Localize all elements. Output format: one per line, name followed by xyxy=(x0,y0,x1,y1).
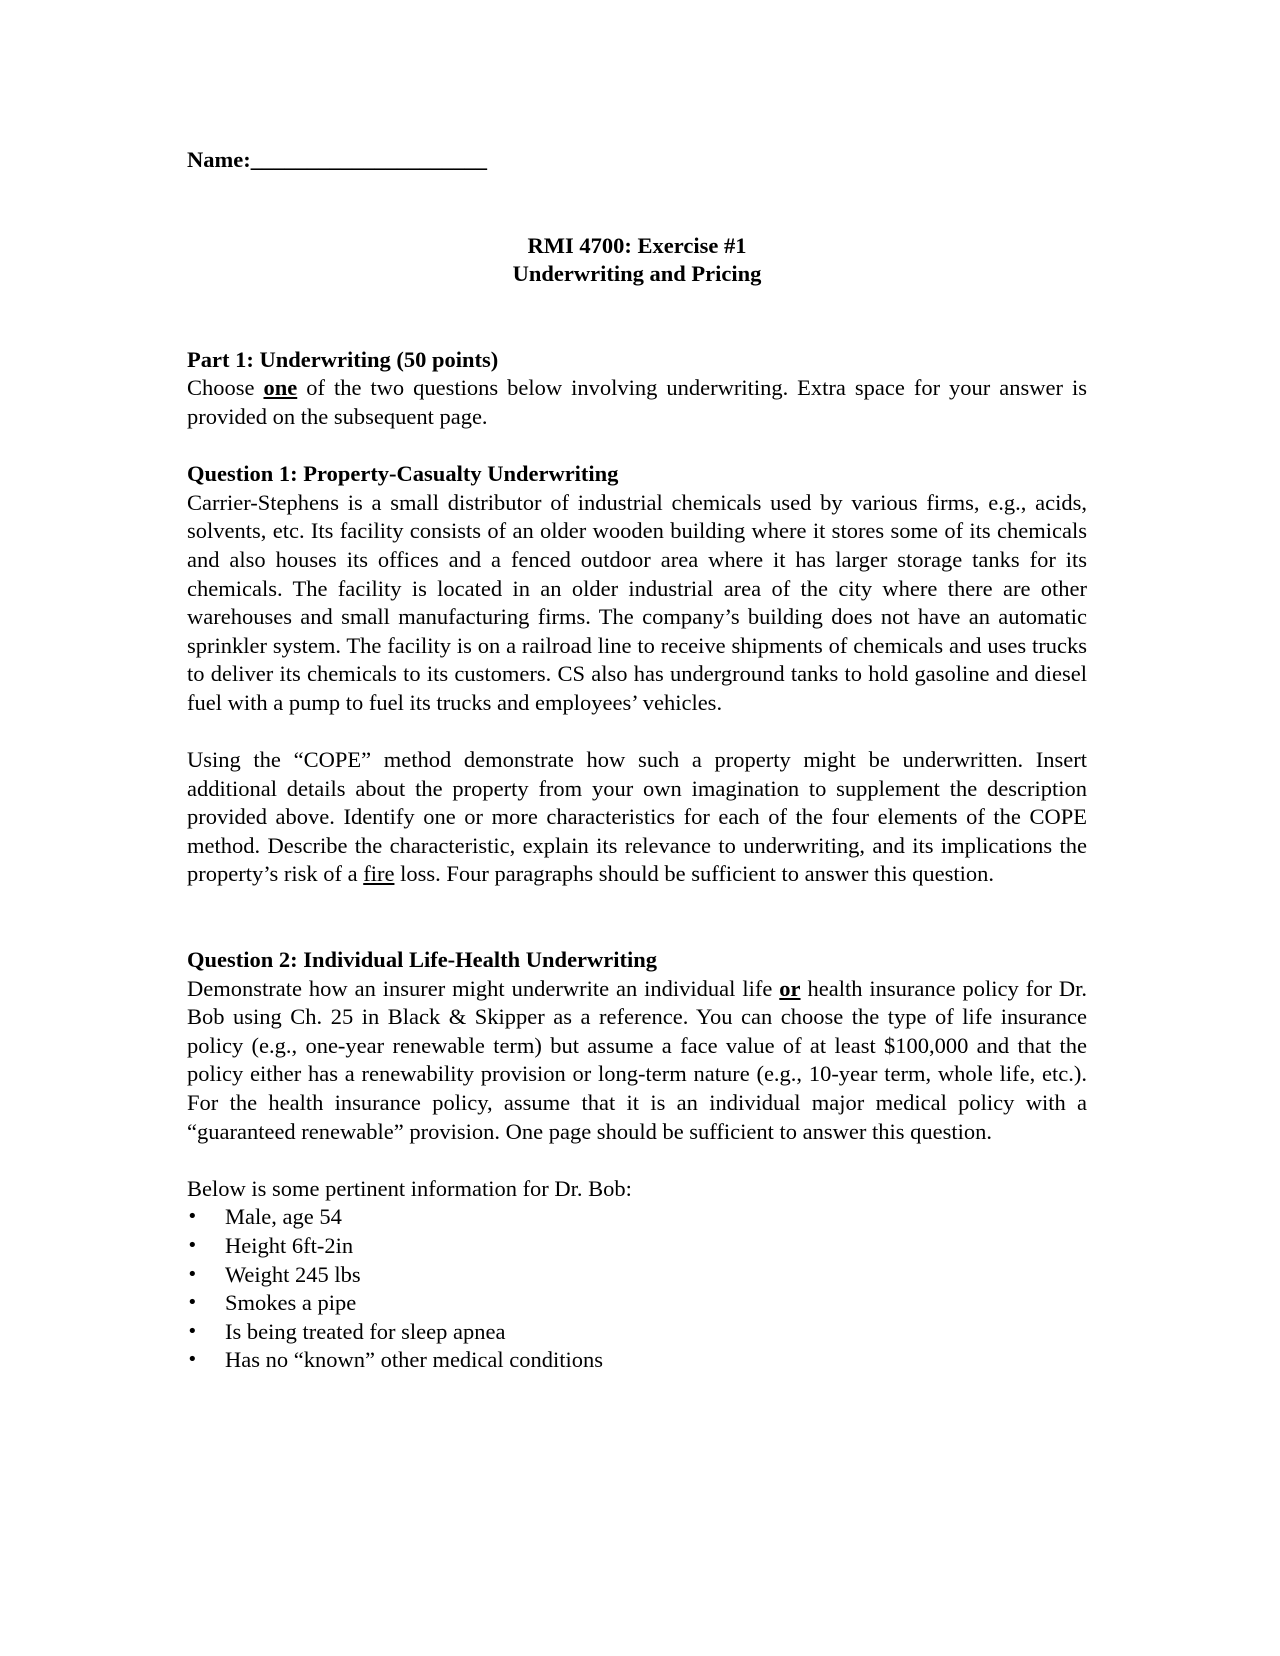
question2-paragraph1-emphasis: or xyxy=(779,975,801,1001)
fact-text: Smokes a pipe xyxy=(225,1290,357,1316)
name-field xyxy=(187,146,1087,175)
document-body xyxy=(187,146,1087,1375)
question1-paragraph2 xyxy=(187,746,1087,889)
fact-text: Weight 245 lbs xyxy=(225,1261,361,1287)
question1-heading: Question 1: Property-Casualty Underwriting xyxy=(187,461,619,487)
question2-paragraph1-before: Demonstrate how an insurer might underwrite an individual life xyxy=(187,975,780,1001)
fact-text: Is being treated for sleep apnea xyxy=(225,1318,506,1344)
list-item xyxy=(187,1346,1087,1375)
part1-intro xyxy=(187,374,1087,431)
facts-intro: Below is some pertinent information for Dr. Bob: xyxy=(187,1175,632,1201)
bullet-icon: • xyxy=(187,1320,198,1342)
list-item xyxy=(187,1289,1087,1318)
question1-paragraph2-emphasis: fire xyxy=(363,861,395,887)
bullet-icon: • xyxy=(187,1292,198,1314)
bullet-icon: • xyxy=(187,1235,198,1256)
fact-text: Height 6ft-2in xyxy=(225,1233,354,1258)
fact-text: Male, age 54 xyxy=(225,1204,342,1230)
list-item xyxy=(187,1261,1087,1290)
part1-intro-emphasis: one xyxy=(263,375,298,401)
bullet-icon: • xyxy=(187,1263,198,1285)
fact-text: Has no “known” other medical conditions xyxy=(225,1347,604,1373)
title-course: RMI 4700: Exercise #1 xyxy=(527,232,747,258)
document-title xyxy=(187,232,1087,289)
name-blank-line: _____________________ xyxy=(250,147,487,172)
name-label: Name: xyxy=(187,147,251,172)
bullet-icon: • xyxy=(187,1206,198,1228)
question1-paragraph2-after: loss. Four paragraphs should be sufficient to answer this question. xyxy=(394,861,994,887)
title-subject: Underwriting and Pricing xyxy=(512,261,762,287)
question2-heading: Question 2: Individual Life-Health Underwriting xyxy=(187,947,658,973)
part1-heading: Part 1: Underwriting (50 points) xyxy=(187,346,499,372)
question1-paragraph1: Carrier-Stephens is a small distributor of industrial chemicals used by various firms, e.g., acids, solvents, etc. Its facility consists of an older wooden building where it stores some of its chemicals and also houses its offices and a fenced outdoor area where it has larger storage tanks for its chemicals. The facility is located in an older industrial area of the city where there are other warehouses and small manufacturing firms. The company’s building does not have an automatic sprinkler system. The facility is on a railroad line to receive shipments of chemicals and uses trucks to deliver its chemicals to its customers. CS also has underground tanks to hold gasoline and diesel fuel with a pump to fuel its trucks and employees’ vehicles. xyxy=(187,489,1087,715)
list-item xyxy=(187,1232,1087,1261)
list-item xyxy=(187,1203,1087,1232)
dr-bob-facts-list xyxy=(187,1203,1087,1375)
question1-paragraph2-before: Using the “COPE” method demonstrate how such a property might be underwritten. Insert additional details about the property from your own imagination to supplement the description provided above. Identify one or more characteristics for each of the four elements of the COPE method. Describe the characteristic, explain its relevance to underwriting, and its implications the property’s risk of a xyxy=(187,747,1087,887)
question2-paragraph1 xyxy=(187,975,1087,1147)
question2-paragraph1-after: health insurance policy for Dr. Bob using Ch. 25 in Black & Skipper as a reference. You can choose the type of life insurance policy (e.g., one-year renewable term) but assume a face value of at least $100,000 and that the policy either has a renewability provision or long-term nature (e.g., 10-year term, whole life, etc.). For the health insurance policy, assume that it is an individual major medical policy with a “guaranteed renewable” provision. One page should be sufficient to answer this question. xyxy=(187,975,1087,1144)
bullet-icon: • xyxy=(187,1349,198,1371)
list-item xyxy=(187,1318,1087,1347)
part1-intro-before: Choose xyxy=(187,375,264,401)
part1-intro-after: of the two questions below involving underwriting. Extra space for your answer is provided on the subsequent page. xyxy=(187,375,1087,429)
